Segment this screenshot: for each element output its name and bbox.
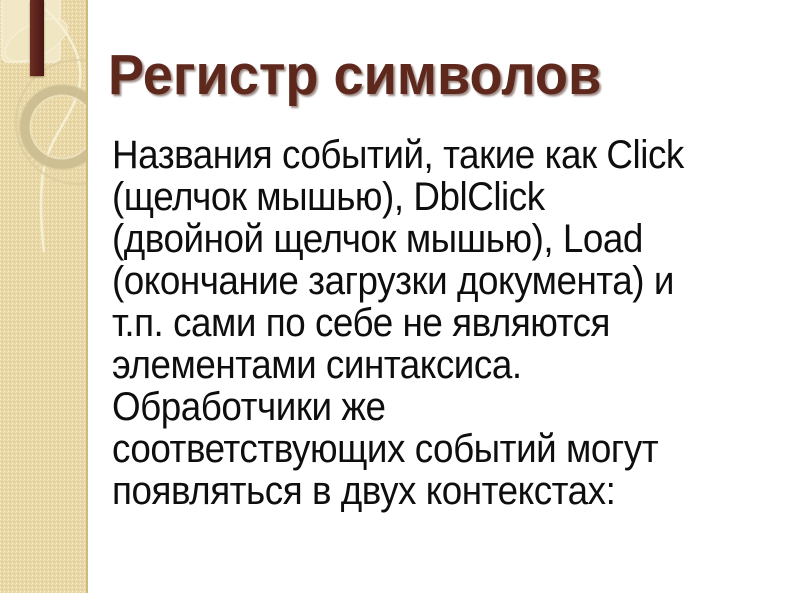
body-line: соответствующих событий могут xyxy=(112,427,659,471)
body-line: (щелчок мышью), DblClick xyxy=(112,175,545,219)
decorative-sidebar xyxy=(0,0,88,593)
ring-shape xyxy=(25,90,86,164)
ring-inner-highlight xyxy=(31,96,87,159)
slide-title: Регистр символов xyxy=(108,43,602,107)
body-line: появляться в двух контекстах: xyxy=(112,469,616,513)
body-line: (окончание загрузки документа) и xyxy=(112,259,674,303)
body-line: Названия событий, такие как Click xyxy=(112,133,684,177)
sidebar-decorations xyxy=(0,0,86,593)
body-line: элементами синтаксиса. xyxy=(112,343,522,387)
body-line: Обработчики же xyxy=(112,385,386,429)
slide-body xyxy=(112,134,684,512)
bookmark-ribbon xyxy=(30,0,44,76)
body-line: т.п. сами по себе не являются xyxy=(112,301,611,345)
body-line: (двойной щелчок мышью), Load xyxy=(112,217,643,261)
